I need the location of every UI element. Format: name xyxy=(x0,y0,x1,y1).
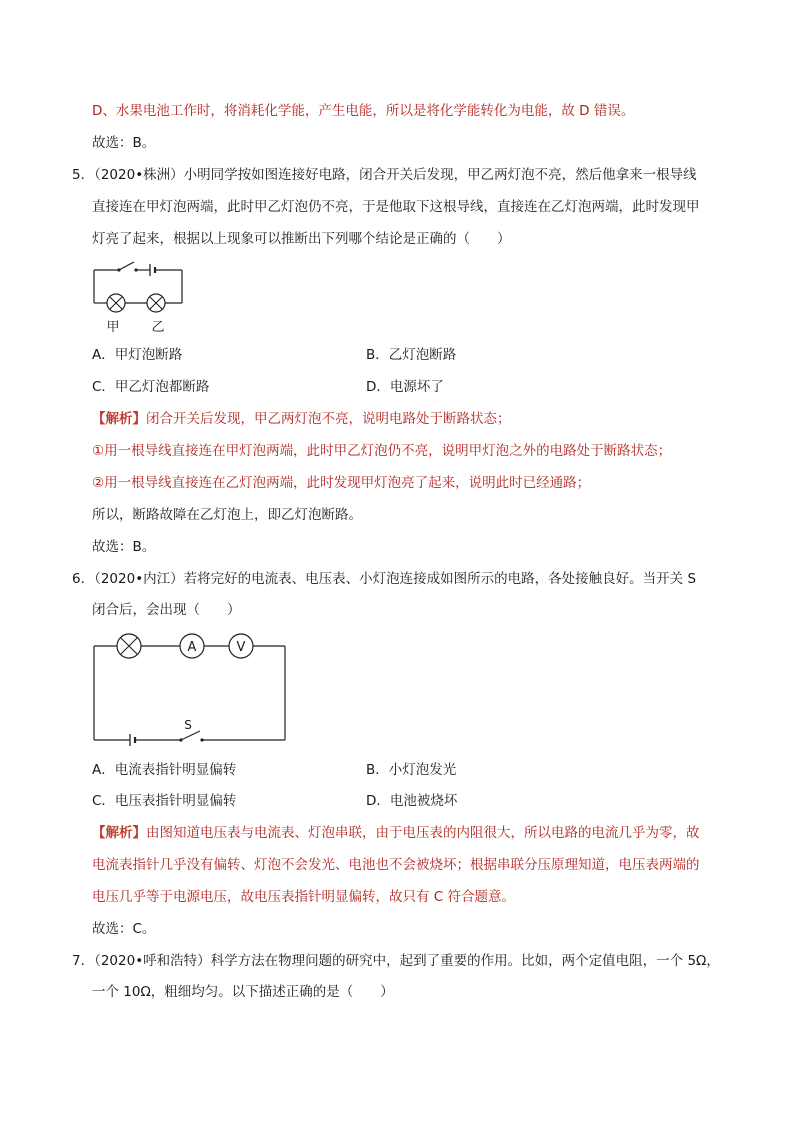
q6-option-a: A．电流表指针明显偏转 xyxy=(92,762,237,778)
q5-lamp-jia xyxy=(107,294,125,312)
q5-analysis-tag: 【解析】 xyxy=(92,411,146,427)
q6-voltmeter-label: V xyxy=(236,640,246,655)
q5-analysis-1 xyxy=(92,409,511,429)
q6-analysis-2: 电流表指针几乎没有偏转、灯泡不会发光、电池也不会被烧坏；根据串联分压原理知道，电压表两端的 xyxy=(92,857,700,873)
q7-stem-line-1 xyxy=(72,951,720,971)
q5-lamp-yi xyxy=(147,294,165,312)
q5-analysis-4: 所以，断路故障在乙灯泡上，即乙灯泡断路。 xyxy=(92,507,362,523)
q5-analysis-text-1: 闭合开关后发现，甲乙两灯泡不亮，说明电路处于断路状态； xyxy=(146,411,511,427)
q5-stem-3: 灯亮了起来，根据以上现象可以推断出下列哪个结论是正确的（ ） xyxy=(92,231,511,247)
q5-answer: 故选：B。 xyxy=(92,539,156,555)
q5-switch xyxy=(119,262,134,270)
q6-option-d: D．电池被烧坏 xyxy=(366,793,458,809)
prev-analysis-d: D、水果电池工作时，将消耗化学能，产生电能，所以是将化学能转化为电能，故 D 错误。 xyxy=(92,103,635,119)
q5-analysis-2: ①用一根导线直接连在甲灯泡两端，此时甲乙灯泡仍不亮，说明甲灯泡之外的电路处于断路状态； xyxy=(92,443,672,459)
q6-circuit-diagram xyxy=(88,628,293,750)
q7-source: （2020•呼和浩特） xyxy=(94,953,211,969)
q6-analysis-3: 电压几乎等于电源电压，故电压表指针明显偏转，故只有 C 符合题意。 xyxy=(92,889,516,905)
q6-lamp xyxy=(117,634,141,658)
q6-voltmeter xyxy=(229,634,253,658)
q5-analysis-3: ②用一根导线直接连在乙灯泡两端，此时发现甲灯泡亮了起来，说明此时已经通路； xyxy=(92,475,591,491)
q5-option-b: B．乙灯泡断路 xyxy=(366,347,457,363)
q5-stem-line-1 xyxy=(72,165,697,185)
q6-analysis-1 xyxy=(92,823,700,843)
q6-stem-line-1 xyxy=(72,569,696,589)
prev-answer: 故选：B。 xyxy=(92,135,156,151)
q6-ammeter-label: A xyxy=(187,640,197,655)
q6-option-b: B．小灯泡发光 xyxy=(366,762,457,778)
q6-ammeter xyxy=(180,634,204,658)
q7-stem-1: 科学方法在物理问题的研究中，起到了重要的作用。比如，两个定值电阻，一个 5Ω， xyxy=(210,953,720,969)
q6-analysis-text-1: 由图知道电压表与电流表、灯泡串联，由于电压表的内阻很大，所以电路的电流几乎为零，故 xyxy=(146,825,700,841)
q5-source: （2020•株洲） xyxy=(94,167,184,183)
q5-lamp-yi-label: 乙 xyxy=(151,320,165,335)
q6-switch xyxy=(181,731,200,740)
q6-stem-2: 闭合后，会出现（ ） xyxy=(92,602,241,618)
q6-option-c: C．电压表指针明显偏转 xyxy=(92,793,237,809)
q5-option-a: A．甲灯泡断路 xyxy=(92,347,183,363)
q7-stem-2: 一个 10Ω，粗细均匀。以下描述正确的是（ ） xyxy=(92,984,394,1000)
q5-number: 5． xyxy=(72,167,95,183)
q6-analysis-tag: 【解析】 xyxy=(92,825,146,841)
q6-answer: 故选：C。 xyxy=(92,921,156,937)
q5-lamp-jia-label: 甲 xyxy=(106,320,120,335)
q5-stem-2: 直接连在甲灯泡两端，此时甲乙灯泡仍不亮，于是他取下这根导线，直接连在乙灯泡两端，此时发现甲 xyxy=(92,199,700,215)
q6-stem-1: 若将完好的电流表、电压表、小灯泡连接成如图所示的电路，各处接触良好。当开关 S xyxy=(183,571,697,587)
q5-option-d: D．电源坏了 xyxy=(366,379,444,395)
q5-circuit-diagram xyxy=(88,256,198,336)
q6-source: （2020•内江） xyxy=(94,571,184,587)
q6-switch-label: S xyxy=(184,718,192,732)
q6-number: 6． xyxy=(72,571,95,587)
q5-option-c: C．甲乙灯泡都断路 xyxy=(92,379,210,395)
q5-stem-1: 小明同学按如图连接好电路，闭合开关后发现，甲乙两灯泡不亮，然后他拿来一根导线 xyxy=(183,167,697,183)
q7-number: 7． xyxy=(72,953,95,969)
